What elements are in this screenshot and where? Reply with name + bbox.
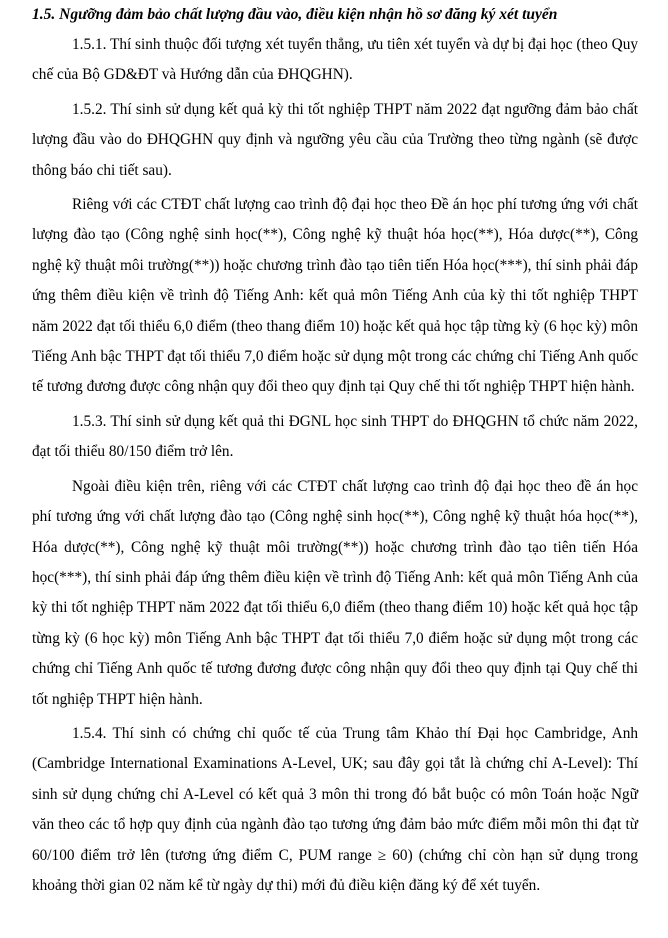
section-heading: 1.5. Ngưỡng đảm bảo chất lượng đầu vào, điều kiện nhận hồ sơ đăng ký xét tuyển [32,6,558,23]
paragraph-1-5-3: 1.5.3. Thí sinh sử dụng kết quả thi ĐGNL học sinh THPT do ĐHQGHN tổ chức năm 2022, đạt tối thiểu 80/150 điểm trở lên. [32,412,638,461]
paragraph-english-requirement-2: Ngoài điều kiện trên, riêng với các CTĐT chất lượng cao trình độ đại học theo đề án học phí tương ứng với chất lượng đào tạo (Công nghệ sinh học(**), Công nghệ kỹ thuật hóa học(**), Hóa dược(**), Công nghệ kỹ thuật môi trường(**)) hoặc chương trình đào tạo tiên tiến Hóa học(***), thí sinh phải đáp ứng thêm điều kiện về trình độ Tiếng Anh: kết quả môn Tiếng Anh của kỳ thi tốt nghiệp THPT năm 2022 đạt tối thiểu 6,0 điểm (theo thang điểm 10) hoặc kết quả học tập từng kỳ (6 học kỳ) môn Tiếng Anh bậc THPT đạt tối thiểu 7,0 điểm hoặc sử dụng một trong các chứng chỉ Tiếng Anh quốc tế tương đương được công nhận quy đổi theo quy định tại Quy chế thi tốt nghiệp THPT hiện hành. [32,477,638,708]
paragraph-1-5-4: 1.5.4. Thí sinh có chứng chỉ quốc tế của Trung tâm Khảo thí Đại học Cambridge, Anh (Cambridge International Examinations A-Level, UK; sau đây gọi tắt là chứng chỉ A-Level): Thí sinh sử dụng chứng chỉ A-Level có kết quả 3 môn thi trong đó bắt buộc có môn Toán hoặc Ngữ văn theo các tổ hợp quy định của ngành đào tạo tương ứng đảm bảo mức điểm mỗi môn thi đạt từ 60/100 điểm trở lên (tương ứng điểm C, PUM range ≥ 60) (chứng chỉ còn hạn sử dụng trong khoảng thời gian 02 năm kể từ ngày dự thi) mới đủ điều kiện đăng ký để xét tuyển. [32,724,638,894]
paragraph-1-5-2: 1.5.2. Thí sinh sử dụng kết quả kỳ thi tốt nghiệp THPT năm 2022 đạt ngưỡng đảm bảo chất lượng đầu vào do ĐHQGHN quy định và ngưỡng yêu cầu của Trường theo từng ngành (sẽ được thông báo chi tiết sau). [32,100,638,179]
paragraph-english-requirement-1: Riêng với các CTĐT chất lượng cao trình độ đại học theo Đề án học phí tương ứng với chất lượng đào tạo (Công nghệ sinh học(**), Công nghệ kỹ thuật hóa học(**), Hóa dược(**), Công nghệ kỹ thuật môi trường(**)) hoặc chương trình đào tạo tiên tiến Hóa học(***), thí sinh phải đáp ứng thêm điều kiện về trình độ Tiếng Anh: kết quả môn Tiếng Anh của kỳ thi tốt nghiệp THPT năm 2022 đạt tối thiểu 6,0 điểm (theo thang điểm 10) hoặc kết quả học tập từng kỳ (6 học kỳ) môn Tiếng Anh bậc THPT đạt tối thiểu 7,0 điểm hoặc sử dụng một trong các chứng chỉ Tiếng Anh quốc tế tương đương được công nhận quy đổi theo quy định tại Quy chế thi tốt nghiệp THPT hiện hành. [32,196,638,396]
paragraph-1-5-1: 1.5.1. Thí sinh thuộc đối tượng xét tuyển thẳng, ưu tiên xét tuyển và dự bị đại học (theo Quy chế của Bộ GD&ĐT và Hướng dẫn của ĐHQGHN). [32,36,638,84]
